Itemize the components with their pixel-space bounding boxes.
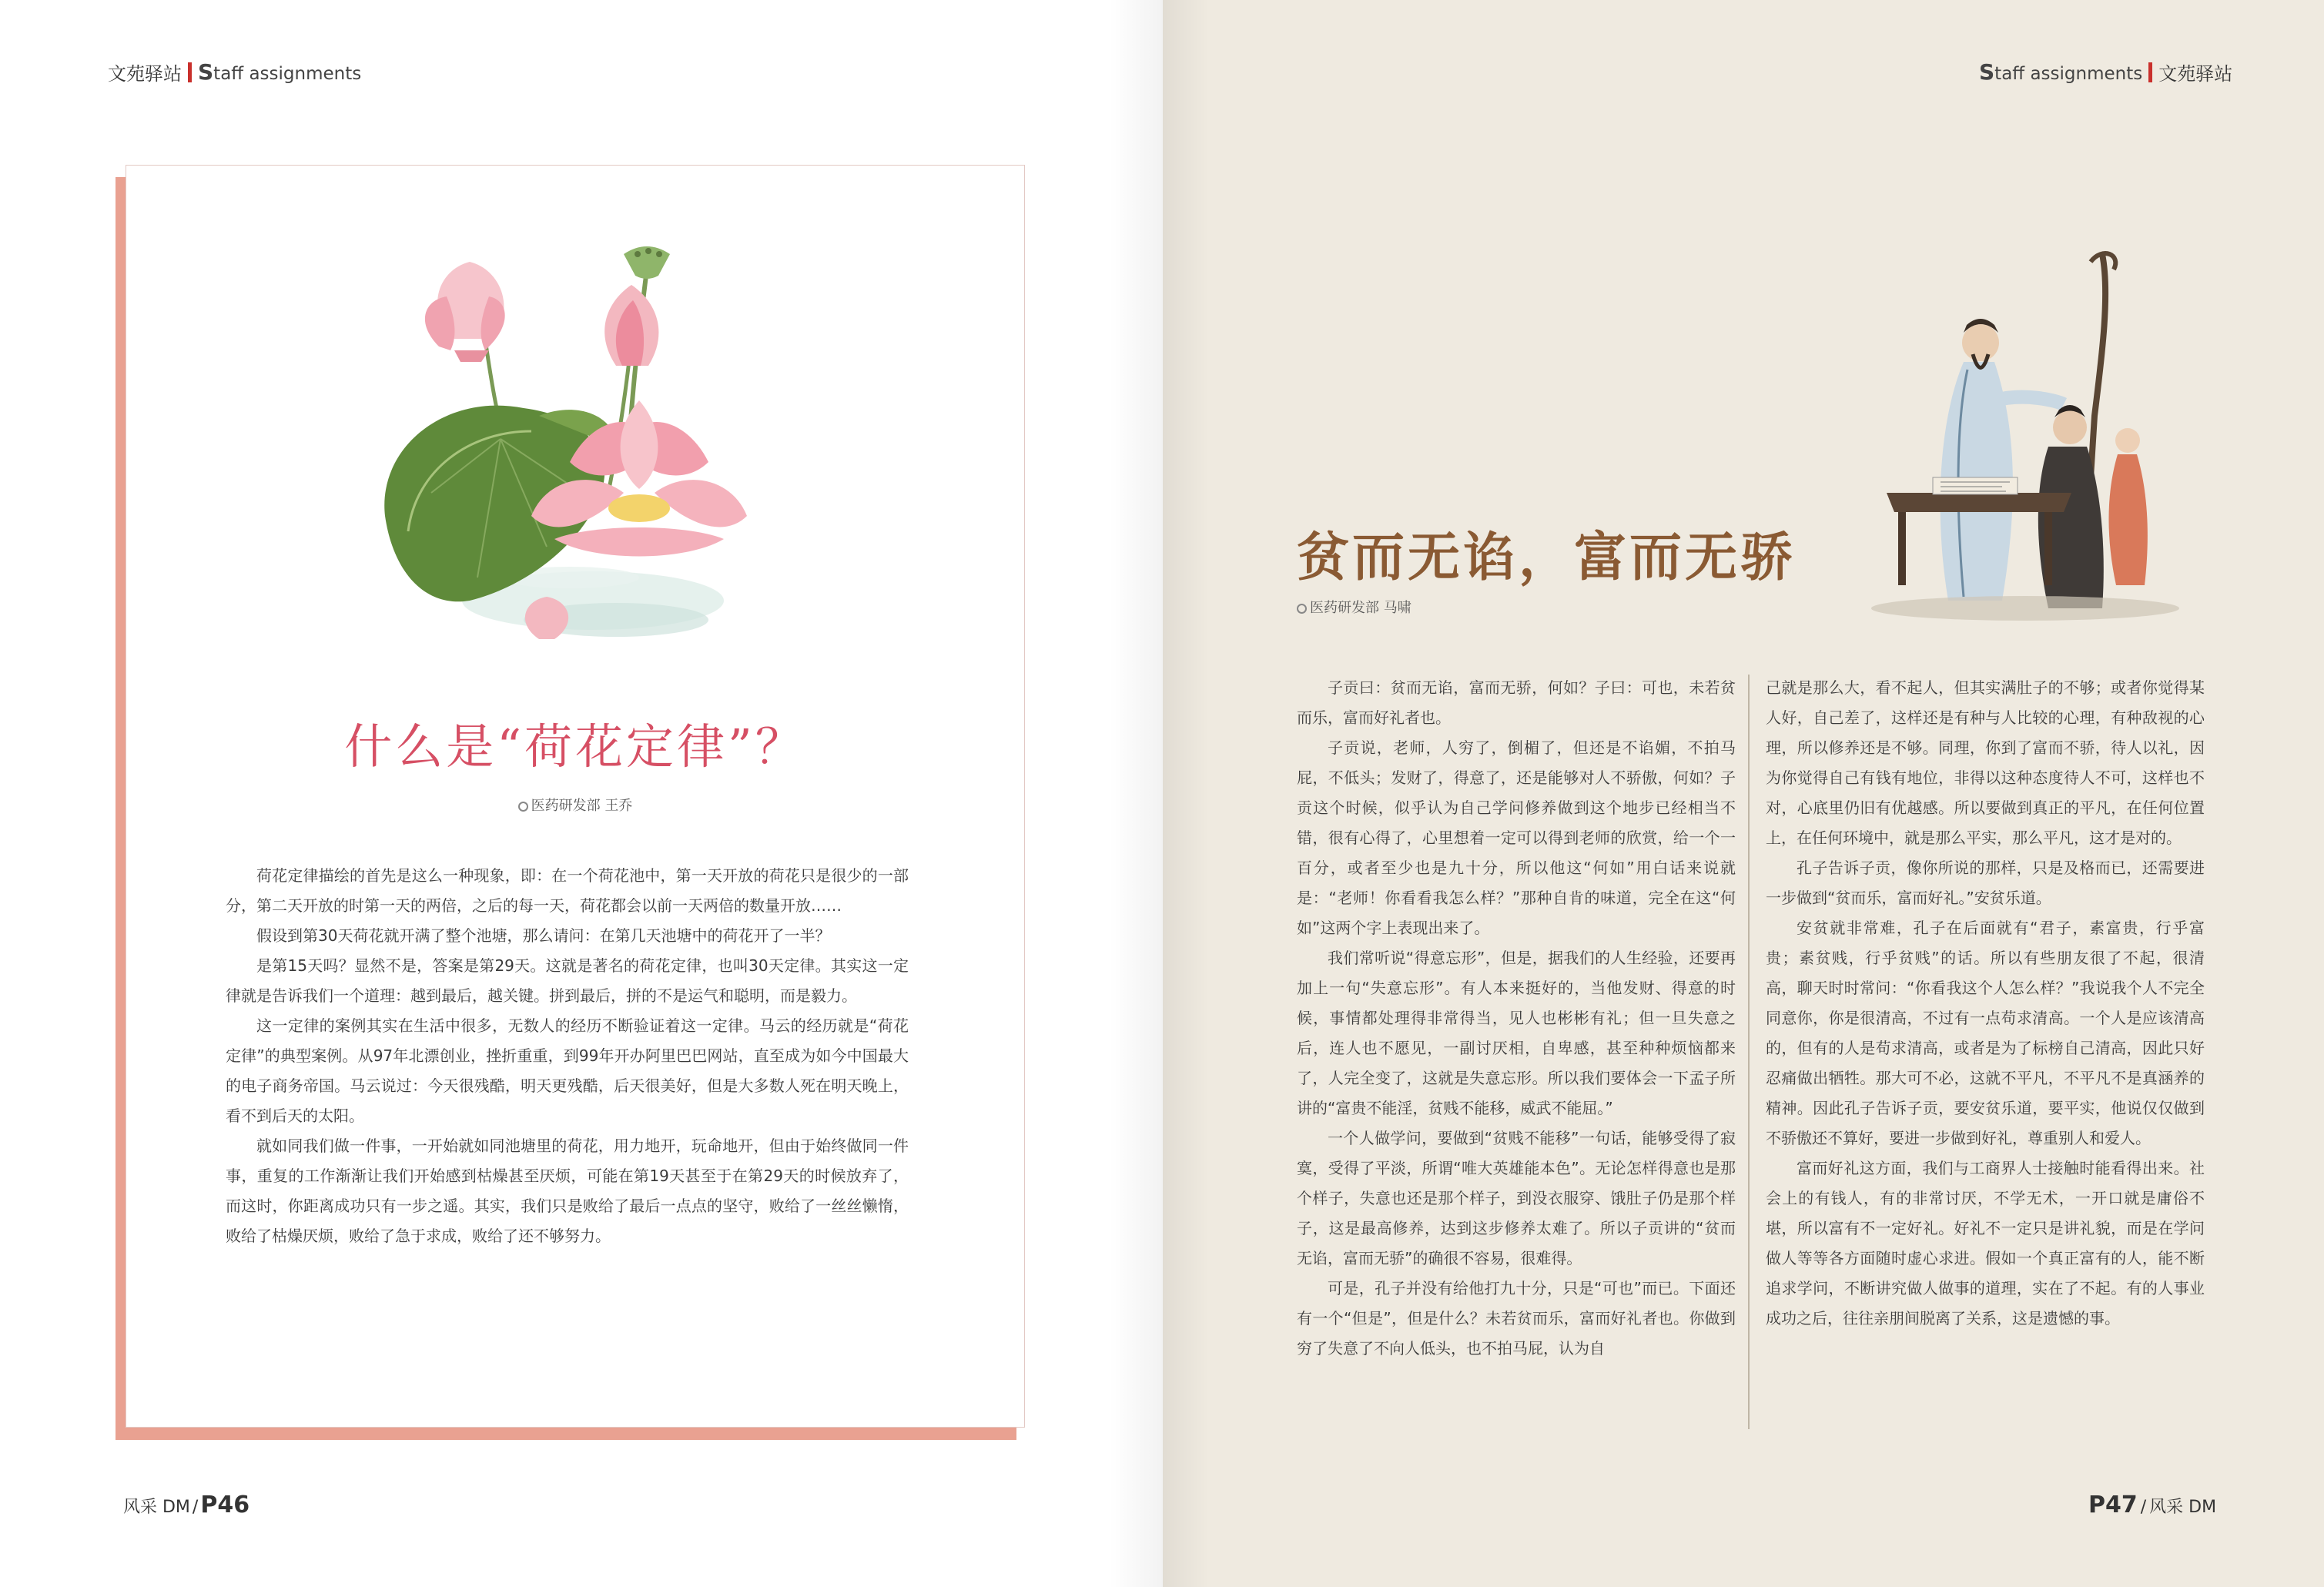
paragraph: 安贫就非常难，孔子在后面就有“君子，素富贵，行乎富贵；素贫贱，行乎贫贱”的话。所以有些朋友很了不起，很清高，聊天时时常问：“你看我这个人怎么样？”我说我个人不完全同意你，你是很清高，不过有一点苟求清高。一个人是应该清高的，但有的人是苟求清高，或者是为了标榜自己清高，因此只好忍痛做出牺牲。那大可不必，这就不平凡，不平凡不是真涵养的精神。因此孔子告诉子贡，要安贫乐道，要平实，他说仅仅做到不骄傲还不算好，要进一步做到好礼，尊重别人和爱人。 bbox=[1766, 919, 2205, 1147]
column-divider bbox=[1748, 675, 1750, 1429]
gutter-shadow-left bbox=[1109, 0, 1163, 1587]
gutter-shadow-right bbox=[1163, 0, 1209, 1587]
article-title: 贫而无谄，富而无骄 bbox=[1297, 527, 1797, 588]
paragraph-continuation: 己就是那么大，看不起人，但其实满肚子的不够；或者你觉得某人好，自己差了，这样还是有种与人比较的心理，有种敌视的心理，所以修养还是不够。同理，你到了富而不骄，待人以礼，因为你觉得自己有钱有地位，非得以这种态度待人不可，这样也不对，心底里仍旧有优越感。所以要做到真正的平凡，在任何位置上，在任何环境中，就是那么平实，那么平凡，这才是对的。 bbox=[1766, 678, 2205, 847]
paragraph: 子贡说，老师，人穷了，倒楣了，但还是不谄媚，不拍马屁，不低头；发财了，得意了，还是能够对人不骄傲，何如？子贡这个时候，似乎认为自己学问修养做到这个地步已经相当不错，很有心得了，心里想着一定可以得到老师的欣赏，给一个一百分，或者至少也是九十分，所以他这“何如”用白话来说就是：“老师！你看看我怎么样？”那种自肯的味道，完全在这“何如”这两个字上表现出来了。 bbox=[1297, 738, 1736, 937]
section-divider-bar bbox=[2148, 62, 2152, 82]
section-name-cn: 文苑驿站 bbox=[2158, 63, 2233, 85]
bullet-icon bbox=[1297, 604, 1307, 614]
article-byline: 医药研发部 马啸 bbox=[1297, 597, 1411, 617]
bullet-icon bbox=[518, 802, 528, 812]
article-column-2 bbox=[1766, 673, 2205, 1334]
confucius-painting bbox=[1871, 246, 2218, 624]
paragraph: 是第15天吗？显然不是，答案是第29天。这就是著名的荷花定律，也叫30天定律。其实这一定律就是告诉我们一个道理：越到最后，越关键。拼到最后，拼的不是运气和聪明，而是毅力。 bbox=[226, 956, 909, 1005]
page-number: P47 bbox=[2088, 1492, 2138, 1518]
magazine-name: 风采 DM bbox=[2149, 1498, 2217, 1517]
article-column-1 bbox=[1297, 673, 1736, 1364]
paragraph: 这一定律的案例其实在生活中很多，无数人的经历不断验证着这一定律。马云的经历就是“荷花定律”的典型案例。从97年北漂创业，挫折重重，到99年开办阿里巴巴网站，直至成为如今中国最大的电子商务帝国。马云说过：今天很残酷，明天更残酷，后天很美好，但是大多数人死在明天晚上，看不到后天的太阳。 bbox=[226, 1016, 909, 1125]
paragraph: 可是，孔子并没有给他打九十分，只是“可也”而已。下面还有一个“但是”，但是什么？未若贫而乐，富而好礼者也。你做到穷了失意了不向人低头，也不拍马屁，认为自 bbox=[1297, 1279, 1736, 1358]
paragraph: 富而好礼这方面，我们与工商界人士接触时能看得出来。社会上的有钱人，有的非常讨厌，不学无术，一开口就是庸俗不堪，所以富有不一定好礼。好礼不一定只是讲礼貌，而是在学问做人等等各方面随时虚心求进。假如一个真正富有的人，能不断追求学问，不断讲究做人做事的道理，实在了不起。有的人事业成功之后，往往亲朋间脱离了关系，这是遗憾的事。 bbox=[1766, 1159, 2205, 1328]
paragraph: 就如同我们做一件事，一开始就如同池塘里的荷花，用力地开，玩命地开，但由于始终做同一件事，重复的工作渐渐让我们开始感到枯燥甚至厌烦，可能在第19天甚至于在第29天的时候放弃了，而这时，你距离成功只有一步之遥。其实，我们只是败给了最后一点点的坚守，败给了一丝丝懒惰，败给了枯燥厌烦，败给了急于求成，败给了还不够努力。 bbox=[226, 1137, 909, 1245]
section-name-cn: 文苑驿站 bbox=[108, 63, 182, 85]
article-byline: 医药研发部 王乔 bbox=[126, 795, 1025, 815]
paragraph: 一个人做学问，要做到“贫贱不能移”一句话，能够受得了寂寞，受得了平淡，所谓“唯大英雄能本色”。无论怎样得意也是那个样子，失意也还是那个样子，到没衣服穿、饿肚子仍是那个样子，这是最高修养，达到这步修养太难了。所以子贡讲的“贫而无谄，富而无骄”的确很不容易，很难得。 bbox=[1297, 1129, 1736, 1267]
lotus-illustration bbox=[362, 239, 762, 670]
section-name-en: Staff assignments bbox=[198, 59, 362, 85]
article-title: 什么是“荷花定律”？ bbox=[344, 718, 806, 775]
section-name-en: Staff assignments bbox=[1979, 59, 2143, 85]
folio-right: P47 / 风采 DM bbox=[2088, 1492, 2217, 1518]
paragraph: 假设到第30天荷花就开满了整个池塘，那么请问：在第几天池塘中的荷花开了一半？ bbox=[256, 926, 831, 945]
paragraph: 荷花定律描绘的首先是这么一种现象，即：在一个荷花池中，第一天开放的荷花只是很少的一部分，第二天开放的时第一天的两倍，之后的每一天，荷花都会以前一天两倍的数量开放…… bbox=[226, 866, 909, 915]
article-body bbox=[226, 861, 909, 1251]
magazine-name: 风采 DM bbox=[123, 1498, 190, 1517]
paragraph: 我们常听说“得意忘形”，但是，据我们的人生经验，还要再加上一句“失意忘形”。有人本来挺好的，当他发财、得意的时候，事情都处理得非常得当，见人也彬彬有礼；但一旦失意之后，连人也不愿见，一副讨厌相，自卑感，甚至种种烦恼都来了，人完全变了，这就是失意忘形。所以我们要体会一下孟子所讲的“富贵不能淫，贫贱不能移，威武不能屈。” bbox=[1297, 949, 1736, 1117]
paragraph: 子贡曰：贫而无谄，富而无骄，何如？子曰：可也，未若贫而乐，富而好礼者也。 bbox=[1297, 678, 1736, 727]
paragraph: 孔子告诉子贡，像你所说的那样，只是及格而已，还需要进一步做到“贫而乐，富而好礼。”安贫乐道。 bbox=[1766, 859, 2205, 907]
page-number: P46 bbox=[200, 1492, 250, 1518]
section-divider-bar bbox=[188, 62, 192, 82]
running-head-right bbox=[1979, 59, 2232, 85]
running-head-left bbox=[108, 59, 361, 85]
folio-left: 风采 DM / P46 bbox=[123, 1492, 250, 1518]
